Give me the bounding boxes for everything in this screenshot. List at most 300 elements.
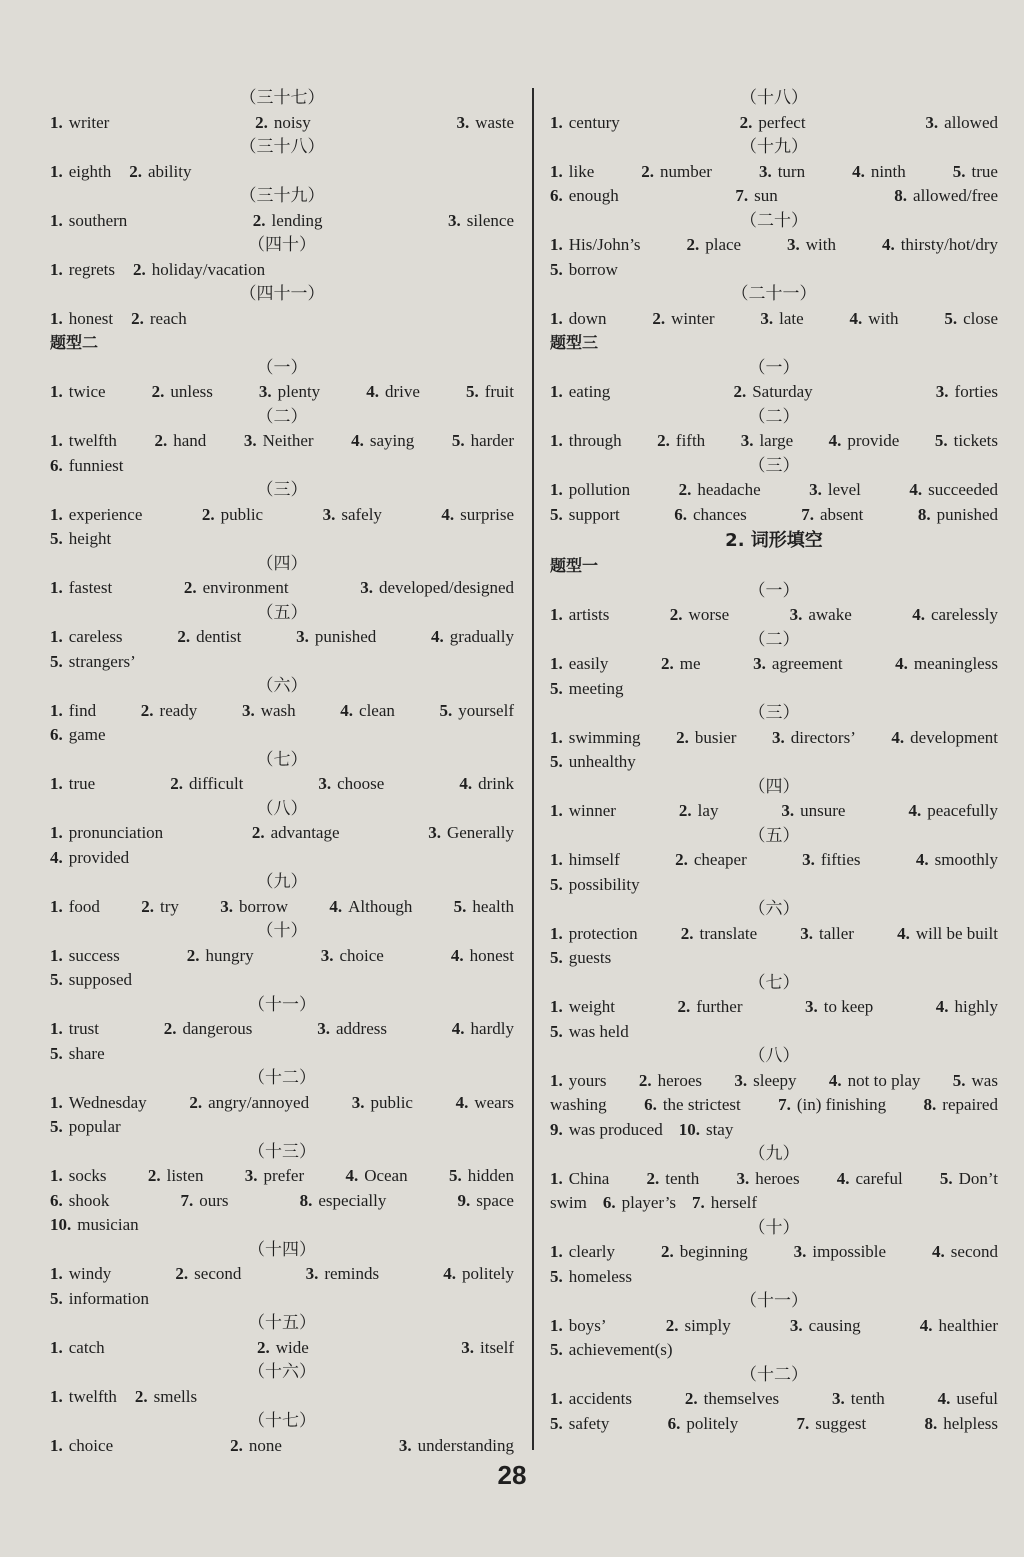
answer-number: 5. (550, 1266, 563, 1286)
answer-item (259, 380, 320, 405)
answer-number: 5. (451, 431, 465, 450)
answer-word: not to play (847, 1070, 921, 1090)
answer-word: His/John’s (568, 235, 641, 254)
answer-number: 2. (140, 700, 154, 720)
answer-row (50, 1213, 514, 1238)
answer-row (50, 454, 514, 479)
answer-number: 2. (669, 605, 683, 624)
answer-word: strangers’ (68, 651, 136, 671)
answer-number: 4. (441, 504, 455, 524)
answer-item (431, 625, 514, 650)
section-heading: （七） (256, 749, 308, 769)
answer-number: 2. (646, 1168, 660, 1188)
answer-number: 7. (735, 186, 749, 205)
answer-word: pronunciation (68, 823, 164, 842)
answer-item (340, 699, 395, 724)
section-heading: （五） (748, 825, 800, 845)
answer-word: taller (819, 923, 854, 943)
answer-row (50, 772, 514, 797)
answer-item (50, 895, 100, 920)
answer-item (50, 1091, 147, 1116)
question-type-heading: 题型三 (550, 333, 599, 352)
answer-row (550, 258, 998, 283)
answer-number: 3. (760, 308, 774, 328)
answer-item (550, 873, 640, 898)
answer-word: accidents (568, 1389, 632, 1408)
answer-item (686, 233, 741, 258)
answer-word: to keep (823, 997, 874, 1016)
answer-word: ninth (870, 161, 906, 181)
answer-row (50, 1091, 514, 1116)
answer-row (550, 995, 998, 1020)
answer-number: 9. (457, 1190, 471, 1210)
section-heading: （九） (748, 1144, 800, 1163)
answer-number: 1. (50, 578, 63, 597)
answer-number: 7. (801, 504, 814, 524)
answer-item (50, 650, 136, 675)
answer-word: developed/designed (378, 578, 514, 597)
answer-item (360, 576, 514, 601)
section-heading: （二） (748, 406, 800, 426)
answer-number: 3. (448, 210, 461, 230)
answer-word: smells (153, 1386, 198, 1406)
answer-item (676, 726, 736, 751)
answer-word: borrow (238, 896, 289, 916)
answer-number: 3. (793, 1242, 807, 1261)
answer-word: busier (694, 727, 737, 747)
answer-word: allowed (944, 112, 998, 132)
section-heading: （一） (748, 580, 800, 600)
answer-item (180, 1189, 228, 1214)
answer-item (891, 726, 998, 751)
answer-row (50, 209, 514, 234)
answer-item (550, 307, 607, 332)
section-heading: （十） (256, 921, 308, 940)
answer-number: 1. (550, 923, 563, 943)
section-heading: （一） (748, 357, 800, 377)
section-heading: （十一） (248, 994, 316, 1014)
answer-item (50, 429, 117, 454)
answer-item (550, 1387, 632, 1412)
answer-item (50, 625, 123, 650)
answer-row (550, 848, 998, 873)
section-heading: （四） (256, 553, 308, 573)
answer-item (50, 944, 120, 969)
section-heading: （九） (256, 872, 308, 891)
section-heading: （十一） (740, 1291, 808, 1310)
answer-item (670, 603, 729, 628)
answer-word: beginning (679, 1242, 748, 1261)
answer-word: player’s (621, 1193, 677, 1212)
answer-word: himself (568, 850, 620, 869)
answer-item (936, 380, 998, 405)
answer-word: century (568, 112, 620, 132)
answer-word: especially (318, 1190, 387, 1210)
answer-number: 2. (147, 1166, 161, 1185)
answer-number: 3. (787, 235, 800, 254)
answer-word: twelfth (68, 1386, 117, 1406)
answer-word: honest (469, 945, 514, 965)
answer-number: 1. (550, 1315, 563, 1335)
answer-number: 2. (201, 504, 215, 524)
answer-item (641, 160, 712, 185)
answer-row (550, 1167, 998, 1192)
answer-word: thirsty/hot/dry (900, 235, 998, 254)
answer-word: hand (173, 431, 207, 450)
answer-number: 5. (550, 1340, 563, 1359)
answer-item (661, 1240, 748, 1265)
answer-row (550, 1069, 998, 1094)
answer-number: 9. (550, 1119, 563, 1139)
answer-word: food (68, 896, 100, 916)
section-heading: （十七） (248, 1411, 316, 1430)
answer-word: listen (166, 1166, 204, 1185)
answer-word: impossible (812, 1242, 887, 1261)
answer-number: 2. (739, 112, 753, 132)
answer-word: heroes (755, 1168, 800, 1188)
answer-item (925, 111, 998, 136)
section-heading: （二十） (740, 210, 808, 230)
answer-word: careful (855, 1168, 903, 1188)
answer-item (805, 995, 873, 1020)
answer-number: 8. (894, 186, 908, 205)
answer-item (550, 1069, 607, 1094)
section-heading: （六） (748, 899, 800, 918)
answer-item (50, 576, 112, 601)
answer-row (50, 527, 514, 552)
answer-item (550, 750, 636, 775)
section-heading: （十四） (248, 1239, 316, 1259)
answer-item (550, 848, 620, 873)
answer-item (550, 1338, 673, 1363)
answer-word: Saturday (752, 382, 813, 401)
section-heading: （六） (256, 676, 308, 695)
answer-word: artists (568, 605, 610, 624)
answer-word: advantage (270, 823, 340, 842)
answer-word: late (779, 308, 804, 328)
answer-word: dentist (196, 627, 242, 646)
answer-row (550, 380, 998, 405)
answer-number: 2. (686, 235, 700, 254)
section-heading: （一） (256, 357, 308, 377)
answer-item (809, 478, 861, 503)
answer-word: success (68, 945, 120, 965)
answer-item (255, 111, 311, 136)
answer-number: 2. (230, 1435, 243, 1455)
answer-number: 4. (849, 308, 863, 328)
answer-item (245, 1164, 304, 1189)
answer-number: 8. (923, 1095, 937, 1114)
answer-word: guests (568, 948, 612, 967)
answer-word: with (868, 308, 899, 328)
answer-number: 3. (461, 1337, 474, 1357)
answer-number: 4. (891, 727, 905, 747)
answer-item (550, 726, 641, 751)
answer-item (802, 848, 860, 873)
answer-number: 1. (50, 504, 63, 524)
answer-number: 2. (665, 1315, 679, 1335)
answer-row (550, 233, 998, 258)
answer-number: 3. (244, 1166, 258, 1185)
answer-row (550, 726, 998, 751)
answer-row (50, 895, 514, 920)
answer-item (790, 603, 852, 628)
answer-word: ours (199, 1190, 229, 1210)
answer-row (550, 1338, 998, 1363)
answer-word: stay (705, 1119, 734, 1139)
answer-item (837, 1167, 903, 1192)
section-heading: （十九） (740, 137, 808, 156)
answer-number: 4. (909, 480, 923, 499)
answer-word: through (568, 431, 622, 450)
answer-item (908, 799, 998, 824)
answer-word: swimming (568, 727, 641, 747)
answer-item (50, 1385, 117, 1410)
answer-item (829, 429, 900, 454)
answer-number: 2. (151, 382, 165, 401)
answer-item (778, 1093, 886, 1118)
answer-item (550, 111, 620, 136)
answer-number: 10. (50, 1215, 72, 1234)
answer-word: hidden (467, 1166, 514, 1185)
answer-item (189, 1091, 309, 1116)
answer-number: 4. (431, 627, 444, 646)
answer-word: forties (954, 382, 998, 401)
answer-word: true (971, 161, 998, 181)
answer-word: southern (68, 210, 128, 230)
answer-number: 5. (50, 529, 63, 548)
answer-item (50, 723, 106, 748)
answer-number: 1. (550, 997, 563, 1016)
answer-word: careless (68, 627, 123, 646)
answer-item (253, 209, 323, 234)
answer-item (50, 503, 142, 528)
answer-item (661, 652, 701, 677)
answer-item (170, 772, 243, 797)
answer-row (50, 307, 514, 332)
answer-word: was produced (568, 1119, 663, 1139)
answer-number: 6. (550, 186, 563, 205)
section-heading: （二十一） (731, 284, 817, 303)
answer-word: catch (68, 1337, 105, 1357)
answer-number: 2. (175, 1264, 189, 1283)
answer-word: prefer (263, 1166, 305, 1185)
answer-row (50, 380, 514, 405)
answer-item (796, 1412, 866, 1437)
answer-number: 4. (937, 1389, 951, 1408)
answer-number: 3. (241, 700, 255, 720)
answer-word: shook (68, 1190, 110, 1210)
answer-item (550, 1240, 615, 1265)
answer-word: Ocean (364, 1166, 408, 1185)
answer-number: 1. (50, 823, 63, 842)
answer-number: 3. (428, 823, 441, 842)
answer-number: 1. (550, 161, 563, 181)
answer-number: 2. (131, 308, 144, 328)
answer-row (50, 1336, 514, 1361)
answer-item (366, 380, 420, 405)
answer-word: cheaper (693, 850, 747, 869)
answer-number: 3. (789, 605, 803, 624)
answer-word: meeting (568, 678, 624, 698)
answer-row (550, 1093, 998, 1118)
answer-number: 3. (305, 1264, 319, 1283)
answer-number: 3. (758, 161, 772, 181)
answer-row (550, 307, 998, 332)
answer-row (50, 1434, 514, 1459)
answer-item (457, 111, 514, 136)
answer-word: translate (699, 923, 758, 943)
answer-word: worse (688, 605, 730, 624)
answer-number: 4. (459, 774, 473, 793)
answer-word: weight (568, 997, 616, 1016)
answer-number: 4. (852, 161, 865, 181)
answer-item (135, 1385, 197, 1410)
answer-word: space (476, 1190, 514, 1210)
answer-item (932, 1240, 998, 1265)
answer-number: 5. (50, 970, 63, 989)
answer-item (678, 995, 743, 1020)
answer-item (550, 184, 619, 209)
answer-item (550, 946, 611, 971)
answer-word: trust (68, 1019, 99, 1038)
answer-item (352, 1091, 413, 1116)
answer-item (781, 799, 845, 824)
answer-number: 4. (451, 1019, 465, 1038)
answer-word: address (335, 1019, 387, 1038)
answer-item (734, 1069, 796, 1094)
answer-row (50, 1115, 514, 1140)
answer-number: 3. (296, 627, 309, 646)
answer-item (50, 1164, 107, 1189)
section-heading: （四十） (248, 235, 316, 254)
section-heading: （八） (748, 1046, 800, 1065)
answer-word: tenth (850, 1389, 885, 1408)
answer-number: 3. (789, 1315, 803, 1335)
answer-item (741, 429, 793, 454)
answer-number: 7. (180, 1190, 194, 1210)
answer-word: funniest (68, 455, 124, 475)
answer-number: 1. (50, 1386, 63, 1406)
answer-row (550, 603, 998, 628)
answer-word: further (696, 997, 743, 1016)
answer-item (674, 503, 747, 528)
answer-row (550, 1412, 998, 1437)
page-number: 28 (497, 1460, 527, 1490)
answer-row (550, 873, 998, 898)
answer-item (679, 799, 719, 824)
answer-word: noisy (273, 112, 311, 132)
answer-item (918, 503, 998, 528)
answer-item (679, 1118, 734, 1143)
answer-word: possibility (568, 874, 640, 894)
answer-row (550, 1240, 998, 1265)
answer-word: lay (697, 801, 719, 820)
answer-item (454, 895, 514, 920)
answer-number: 4. (345, 1166, 359, 1185)
answer-word: easily (568, 654, 609, 673)
answer-item (850, 307, 899, 332)
answer-word: enough (568, 186, 619, 205)
answer-number: 1. (550, 654, 563, 673)
answer-word: politely (462, 1264, 514, 1283)
answer-row (550, 946, 998, 971)
answer-item (321, 944, 384, 969)
answer-number: 1. (50, 774, 63, 793)
answer-item (639, 1069, 702, 1094)
answer-word: find (68, 700, 97, 720)
answer-word: surprise (460, 504, 514, 524)
answer-item (916, 848, 998, 873)
answer-number: 7. (692, 1193, 705, 1212)
answer-item (296, 625, 376, 650)
answer-item (644, 1093, 741, 1118)
answer-row (550, 799, 998, 824)
answer-row (550, 1020, 998, 1045)
section-heading: （三十九） (239, 186, 325, 205)
answer-row (550, 160, 998, 185)
answer-word: reach (149, 308, 187, 328)
answer-row (550, 750, 998, 775)
answer-item (924, 1412, 998, 1437)
answer-number: 1. (550, 801, 563, 820)
answer-number: 2. (251, 823, 265, 842)
answer-item (550, 1314, 607, 1339)
answer-number: 1. (50, 259, 63, 279)
answer-item (50, 307, 113, 332)
answer-word: meaningless (913, 654, 998, 673)
answer-item (50, 1115, 121, 1140)
answer-item (550, 1265, 632, 1290)
answer-item (452, 1017, 514, 1042)
answer-row (550, 429, 998, 454)
answer-number: 2. (641, 161, 654, 181)
answer-item (50, 699, 96, 724)
answer-word: drink (478, 774, 514, 793)
answer-row (50, 846, 514, 871)
answer-item (441, 503, 514, 528)
answer-word: number (660, 161, 712, 181)
answer-word: useful (956, 1389, 998, 1408)
answer-item (675, 848, 747, 873)
section-heading: （十二） (248, 1068, 316, 1087)
answer-item (912, 603, 998, 628)
answer-number: 7. (796, 1413, 810, 1433)
answer-word: punished (936, 504, 998, 524)
answer-item (550, 1412, 609, 1437)
answer-item (550, 160, 594, 185)
answer-row (50, 968, 514, 993)
answer-item (230, 1434, 282, 1459)
answer-item (550, 233, 641, 258)
answer-word: swim (550, 1193, 587, 1212)
answer-word: choose (337, 774, 385, 793)
answer-number: 3. (771, 727, 785, 747)
answer-number: 2. (678, 480, 692, 499)
answer-row (50, 1189, 514, 1214)
answer-item (944, 307, 998, 332)
answer-word: peacefully (927, 801, 998, 820)
answer-word: clean (359, 700, 395, 720)
answer-word: eighth (68, 161, 112, 181)
answer-number: 3. (809, 480, 822, 499)
answer-item (550, 429, 622, 454)
answer-word: simply (684, 1315, 731, 1335)
answer-number: 2. (660, 654, 674, 673)
answer-row (550, 111, 998, 136)
answer-item (924, 1093, 998, 1118)
answer-number: 5. (50, 651, 63, 671)
